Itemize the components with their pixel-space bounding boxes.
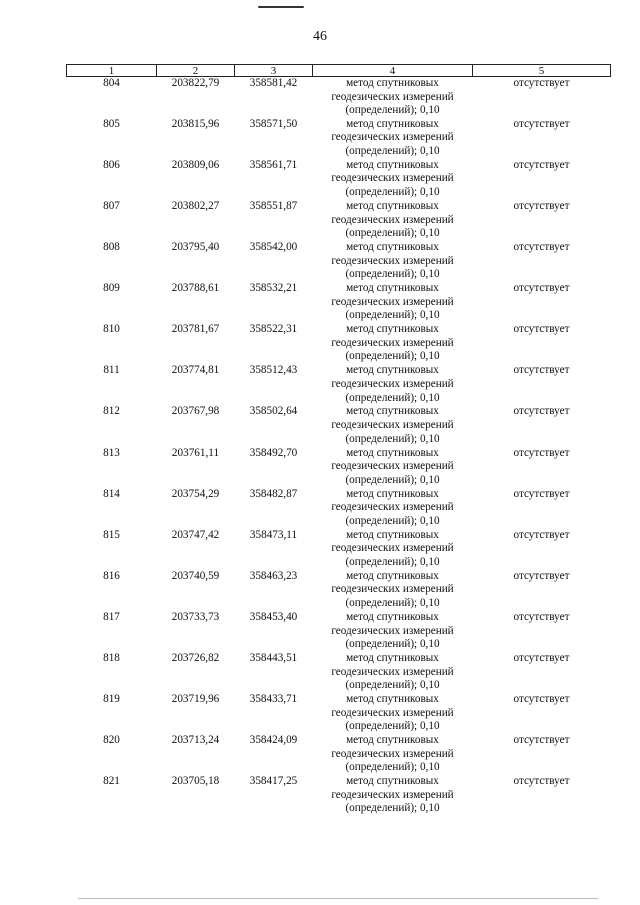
method-description-line: (определений); 0,10 [345, 432, 440, 445]
x-coordinate-cell: 203754,29 [171, 487, 220, 500]
method-description-line: (определений); 0,10 [345, 309, 440, 322]
point-number-cell: 817 [103, 610, 120, 623]
status-cell: отсутствует [513, 282, 570, 295]
method-description-cell [313, 775, 473, 816]
point-number-cell: 813 [103, 446, 120, 459]
status-cell: отсутствует [513, 487, 570, 500]
y-coordinate-cell: 358581,42 [249, 77, 298, 89]
method-description-line: (определений); 0,10 [345, 679, 440, 692]
status-cell: отсутствует [513, 323, 570, 336]
header-col-1: 1 [67, 65, 157, 77]
x-coordinate-cell: 203795,40 [171, 241, 220, 254]
method-description-line: геодезических измерений [331, 706, 454, 719]
method-description-cell [313, 693, 473, 734]
method-description-line: метод спутниковых [346, 158, 439, 171]
point-number-cell: 807 [103, 199, 120, 212]
method-description-line: метод спутниковых [346, 569, 439, 582]
table-row [67, 77, 611, 118]
y-coordinate-cell: 358473,11 [249, 528, 298, 541]
x-coordinate-cell: 203774,81 [171, 364, 220, 377]
method-description-line: геодезических измерений [331, 377, 454, 390]
table-header-row [67, 65, 611, 77]
method-description-cell [313, 77, 473, 118]
table-row [67, 775, 611, 816]
method-description-cell [313, 529, 473, 570]
method-description-cell [313, 364, 473, 405]
point-number-cell: 805 [103, 117, 120, 130]
status-cell: отсутствует [513, 77, 570, 89]
point-number-cell: 810 [103, 323, 120, 336]
method-description-cell [313, 282, 473, 323]
point-number-cell: 814 [103, 487, 120, 500]
y-coordinate-cell: 358433,71 [249, 693, 298, 706]
x-coordinate-cell: 203740,59 [171, 569, 220, 582]
x-coordinate-cell: 203781,67 [171, 323, 220, 336]
status-cell: отсутствует [513, 117, 570, 130]
x-coordinate-cell: 203822,79 [171, 77, 220, 89]
status-cell: отсутствует [513, 405, 570, 418]
table-row [67, 611, 611, 652]
method-description-line: геодезических измерений [331, 788, 454, 801]
point-number-cell: 816 [103, 569, 120, 582]
status-cell: отсутствует [513, 364, 570, 377]
method-description-line: метод спутниковых [346, 775, 439, 788]
x-coordinate-cell: 203802,27 [171, 199, 220, 212]
method-description-line: геодезических измерений [331, 172, 454, 185]
method-description-cell [313, 488, 473, 529]
method-description-line: метод спутниковых [346, 652, 439, 664]
method-description-line: (определений); 0,10 [345, 514, 440, 527]
point-number-cell: 804 [103, 77, 120, 89]
method-description-line: метод спутниковых [346, 117, 439, 130]
status-cell: отсутствует [513, 734, 570, 747]
y-coordinate-cell: 358571,50 [249, 117, 298, 130]
method-description-line: метод спутниковых [346, 323, 439, 336]
status-cell: отсутствует [513, 446, 570, 459]
method-description-line: (определений); 0,10 [345, 104, 440, 117]
point-number-cell: 815 [103, 528, 120, 541]
x-coordinate-cell: 203726,82 [171, 652, 220, 664]
header-col-4: 4 [313, 65, 473, 77]
table-row [67, 159, 611, 200]
table-row [67, 447, 611, 488]
point-number-cell: 806 [103, 158, 120, 171]
x-coordinate-cell: 203733,73 [171, 610, 220, 623]
status-cell: отсутствует [513, 528, 570, 541]
method-description-cell [313, 652, 473, 693]
page-number: 46 [313, 29, 327, 44]
table-row [67, 488, 611, 529]
table-row [67, 405, 611, 446]
method-description-line: (определений); 0,10 [345, 555, 440, 568]
method-description-line: (определений); 0,10 [345, 391, 440, 404]
y-coordinate-cell: 358522,31 [249, 323, 298, 336]
status-cell: отсутствует [513, 693, 570, 706]
status-cell: отсутствует [513, 241, 570, 254]
method-description-line: геодезических измерений [331, 583, 454, 596]
x-coordinate-cell: 203705,18 [171, 775, 220, 788]
method-description-line: (определений); 0,10 [345, 144, 440, 157]
table-row [67, 323, 611, 364]
point-number-cell: 811 [103, 364, 120, 377]
point-number-cell: 818 [103, 652, 120, 664]
method-description-cell [313, 241, 473, 282]
method-description-line: метод спутниковых [346, 734, 439, 747]
header-col-3: 3 [235, 65, 313, 77]
bottom-scan-line [78, 898, 598, 899]
method-description-line: метод спутниковых [346, 282, 439, 295]
table-body [67, 77, 611, 817]
x-coordinate-cell: 203719,96 [171, 693, 220, 706]
table-row [67, 529, 611, 570]
method-description-line: геодезических измерений [331, 747, 454, 760]
x-coordinate-cell: 203747,42 [171, 528, 220, 541]
table-row [67, 734, 611, 775]
header-col-5: 5 [473, 65, 611, 77]
method-description-line: (определений); 0,10 [345, 186, 440, 199]
table-row [67, 693, 611, 734]
method-description-line: метод спутниковых [346, 487, 439, 500]
method-description-line: геодезических измерений [331, 131, 454, 144]
y-coordinate-cell: 358463,23 [249, 569, 298, 582]
status-cell: отсутствует [513, 199, 570, 212]
method-description-line: метод спутниковых [346, 199, 439, 212]
table-row [67, 200, 611, 241]
y-coordinate-cell: 358502,64 [249, 405, 298, 418]
status-cell: отсутствует [513, 775, 570, 788]
status-cell: отсутствует [513, 610, 570, 623]
method-description-line: (определений); 0,10 [345, 268, 440, 281]
x-coordinate-cell: 203767,98 [171, 405, 220, 418]
y-coordinate-cell: 358532,21 [249, 282, 298, 295]
y-coordinate-cell: 358561,71 [249, 158, 298, 171]
method-description-cell [313, 200, 473, 241]
status-cell: отсутствует [513, 652, 570, 664]
method-description-cell [313, 447, 473, 488]
method-description-line: метод спутниковых [346, 364, 439, 377]
coordinates-table [66, 64, 611, 816]
table-row [67, 652, 611, 693]
y-coordinate-cell: 358453,40 [249, 610, 298, 623]
method-description-line: (определений); 0,10 [345, 227, 440, 240]
y-coordinate-cell: 358492,70 [249, 446, 298, 459]
y-coordinate-cell: 358424,09 [249, 734, 298, 747]
table-row [67, 118, 611, 159]
x-coordinate-cell: 203788,61 [171, 282, 220, 295]
table-row [67, 364, 611, 405]
method-description-cell [313, 570, 473, 611]
method-description-line: геодезических измерений [331, 624, 454, 637]
method-description-line: геодезических измерений [331, 665, 454, 678]
table-row [67, 570, 611, 611]
method-description-line: геодезических измерений [331, 419, 454, 432]
y-coordinate-cell: 358551,87 [249, 199, 298, 212]
point-number-cell: 808 [103, 241, 120, 254]
status-cell: отсутствует [513, 158, 570, 171]
method-description-line: метод спутниковых [346, 693, 439, 706]
method-description-line: геодезических измерений [331, 336, 454, 349]
top-scan-mark [258, 6, 304, 8]
method-description-cell [313, 734, 473, 775]
y-coordinate-cell: 358482,87 [249, 487, 298, 500]
x-coordinate-cell: 203761,11 [171, 446, 220, 459]
x-coordinate-cell: 203809,06 [171, 158, 220, 171]
method-description-line: (определений); 0,10 [345, 720, 440, 733]
x-coordinate-cell: 203815,96 [171, 117, 220, 130]
point-number-cell: 809 [103, 282, 120, 295]
method-description-line: метод спутниковых [346, 446, 439, 459]
y-coordinate-cell: 358542,00 [249, 241, 298, 254]
point-number-cell: 812 [103, 405, 120, 418]
header-col-2: 2 [157, 65, 235, 77]
point-number-cell: 820 [103, 734, 120, 747]
method-description-line: геодезических измерений [331, 501, 454, 514]
y-coordinate-cell: 358443,51 [249, 652, 298, 664]
method-description-line: (определений); 0,10 [345, 638, 440, 651]
method-description-line: геодезических измерений [331, 213, 454, 226]
method-description-line: геодезических измерений [331, 460, 454, 473]
y-coordinate-cell: 358417,25 [249, 775, 298, 788]
method-description-line: (определений); 0,10 [345, 350, 440, 363]
x-coordinate-cell: 203713,24 [171, 734, 220, 747]
point-number-cell: 821 [103, 775, 120, 788]
table-row [67, 282, 611, 323]
method-description-line: (определений); 0,10 [345, 802, 440, 815]
method-description-cell [313, 323, 473, 364]
method-description-cell [313, 405, 473, 446]
method-description-line: (определений); 0,10 [345, 473, 440, 486]
method-description-line: (определений); 0,10 [345, 761, 440, 774]
method-description-line: (определений); 0,10 [345, 597, 440, 609]
status-cell: отсутствует [513, 569, 570, 582]
method-description-line: метод спутниковых [346, 528, 439, 541]
method-description-line: геодезических измерений [331, 295, 454, 308]
y-coordinate-cell: 358512,43 [249, 364, 298, 377]
method-description-cell [313, 159, 473, 200]
method-description-line: метод спутниковых [346, 241, 439, 254]
method-description-line: метод спутниковых [346, 77, 439, 89]
method-description-cell [313, 611, 473, 652]
method-description-line: метод спутниковых [346, 610, 439, 623]
point-number-cell: 819 [103, 693, 120, 706]
table-row [67, 241, 611, 282]
method-description-line: геодезических измерений [331, 90, 454, 103]
method-description-line: геодезических измерений [331, 254, 454, 267]
method-description-line: геодезических измерений [331, 542, 454, 555]
method-description-cell [313, 118, 473, 159]
method-description-line: метод спутниковых [346, 405, 439, 418]
